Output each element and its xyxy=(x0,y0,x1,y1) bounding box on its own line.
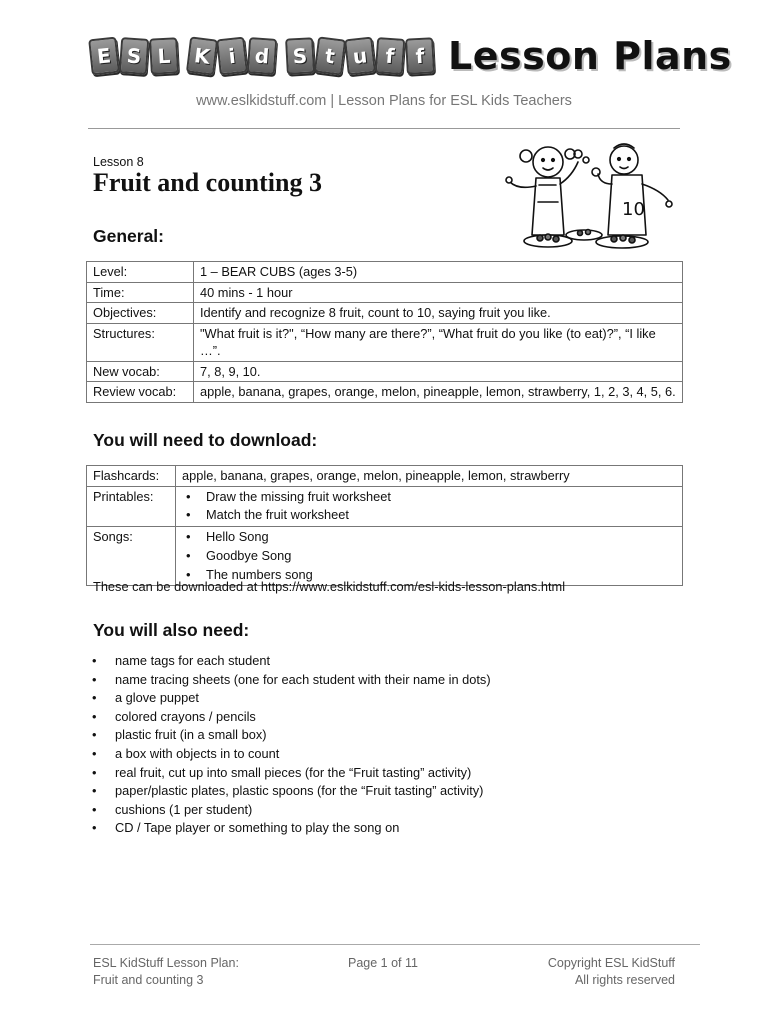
download-link-note[interactable]: These can be downloaded at https://www.eslkidstuff.com/esl-kids-lesson-plans.html xyxy=(93,579,566,594)
kids-fruit-illustration xyxy=(496,140,676,255)
list-item: • Draw the missing fruit worksheet xyxy=(182,488,676,507)
list-item: • Goodbye Song xyxy=(182,547,676,566)
also-need-heading: You will also need: xyxy=(93,620,250,640)
header-divider xyxy=(88,128,680,129)
printables-list-cell xyxy=(176,486,683,527)
footer-copyright xyxy=(500,955,675,988)
row-label: Objectives: xyxy=(87,303,194,324)
footer-line: All rights reserved xyxy=(574,972,675,987)
row-label: Flashcards: xyxy=(87,466,176,487)
footer-lesson-info xyxy=(93,955,239,988)
logo-tile: K xyxy=(186,36,218,75)
footer-divider xyxy=(90,944,700,945)
footer-line: Copyright ESL KidStuff xyxy=(547,956,675,970)
footer-line: ESL KidStuff Lesson Plan: xyxy=(93,956,239,970)
download-table xyxy=(86,465,683,586)
table-row xyxy=(87,262,683,283)
lesson-number: Lesson 8 xyxy=(93,155,144,169)
list-item: • cushions (1 per student) xyxy=(90,801,491,820)
logo-tile: S xyxy=(119,37,149,75)
list-item: • Hello Song xyxy=(182,528,676,547)
row-label: Structures: xyxy=(87,323,194,361)
logo-tile: E xyxy=(88,37,120,76)
logo-title: Lesson Plans xyxy=(448,34,732,78)
list-item: • real fruit, cut up into small pieces (for the “Fruit tasting” activity) xyxy=(90,764,491,783)
logo-tile: t xyxy=(314,36,346,75)
songs-list-cell xyxy=(176,527,683,586)
printables-list xyxy=(182,488,676,526)
logo-tile: d xyxy=(247,37,277,75)
logo-tile: f xyxy=(375,37,405,75)
lesson-title: Fruit and counting 3 xyxy=(93,168,322,197)
row-label: Printables: xyxy=(87,486,176,527)
logo-tile: u xyxy=(344,37,376,76)
table-row xyxy=(87,361,683,382)
logo-tile: S xyxy=(285,37,315,74)
footer-line: Fruit and counting 3 xyxy=(93,972,204,987)
general-table xyxy=(86,261,683,403)
download-heading: You will need to download: xyxy=(93,430,318,450)
table-row xyxy=(87,323,683,361)
row-label: New vocab: xyxy=(87,361,194,382)
table-row xyxy=(87,282,683,303)
logo-tile: i xyxy=(216,37,248,76)
page-number: Page 1 of 11 xyxy=(348,956,418,970)
row-value: 1 – BEAR CUBS (ages 3-5) xyxy=(194,262,683,283)
row-value: 7, 8, 9, 10. xyxy=(194,361,683,382)
table-row xyxy=(87,382,683,403)
logo-tile: f xyxy=(405,37,435,74)
table-row xyxy=(87,466,683,487)
site-tagline: www.eslkidstuff.com | Lesson Plans for ESL Kids Teachers xyxy=(196,93,572,109)
row-value: apple, banana, grapes, orange, melon, pineapple, lemon, strawberry, 1, 2, 3, 4, 5, 6. xyxy=(194,382,683,403)
table-row xyxy=(87,527,683,586)
row-value: Identify and recognize 8 fruit, count to 10, saying fruit you like. xyxy=(194,303,683,324)
list-item: • CD / Tape player or something to play the song on xyxy=(90,819,491,838)
materials-list xyxy=(90,652,491,838)
list-item: • a box with objects in to count xyxy=(90,745,491,764)
row-label: Level: xyxy=(87,262,194,283)
site-logo[interactable] xyxy=(90,30,732,82)
flashcards-value: apple, banana, grapes, orange, melon, pineapple, lemon, strawberry xyxy=(176,466,683,487)
row-value: "What fruit is it?", “How many are there?”, “What fruit do you like (to eat)?”, “I like …”. xyxy=(194,323,683,361)
list-item: • colored crayons / pencils xyxy=(90,708,491,727)
list-item: • The numbers song xyxy=(182,566,676,585)
general-heading: General: xyxy=(93,226,164,246)
row-label: Review vocab: xyxy=(87,382,194,403)
list-item: • paper/plastic plates, plastic spoons (for the “Fruit tasting” activity) xyxy=(90,782,491,801)
list-item: • Match the fruit worksheet xyxy=(182,506,676,525)
logo-tile: L xyxy=(149,37,179,74)
table-row xyxy=(87,303,683,324)
list-item: • a glove puppet xyxy=(90,689,491,708)
list-item: • name tags for each student xyxy=(90,652,491,671)
list-item: • plastic fruit (in a small box) xyxy=(90,726,491,745)
table-row xyxy=(87,486,683,527)
row-value: 40 mins - 1 hour xyxy=(194,282,683,303)
songs-list xyxy=(182,528,676,584)
svg-text:10: 10 xyxy=(622,199,645,220)
row-label: Time: xyxy=(87,282,194,303)
list-item: • name tracing sheets (one for each student with their name in dots) xyxy=(90,671,491,690)
row-label: Songs: xyxy=(87,527,176,586)
